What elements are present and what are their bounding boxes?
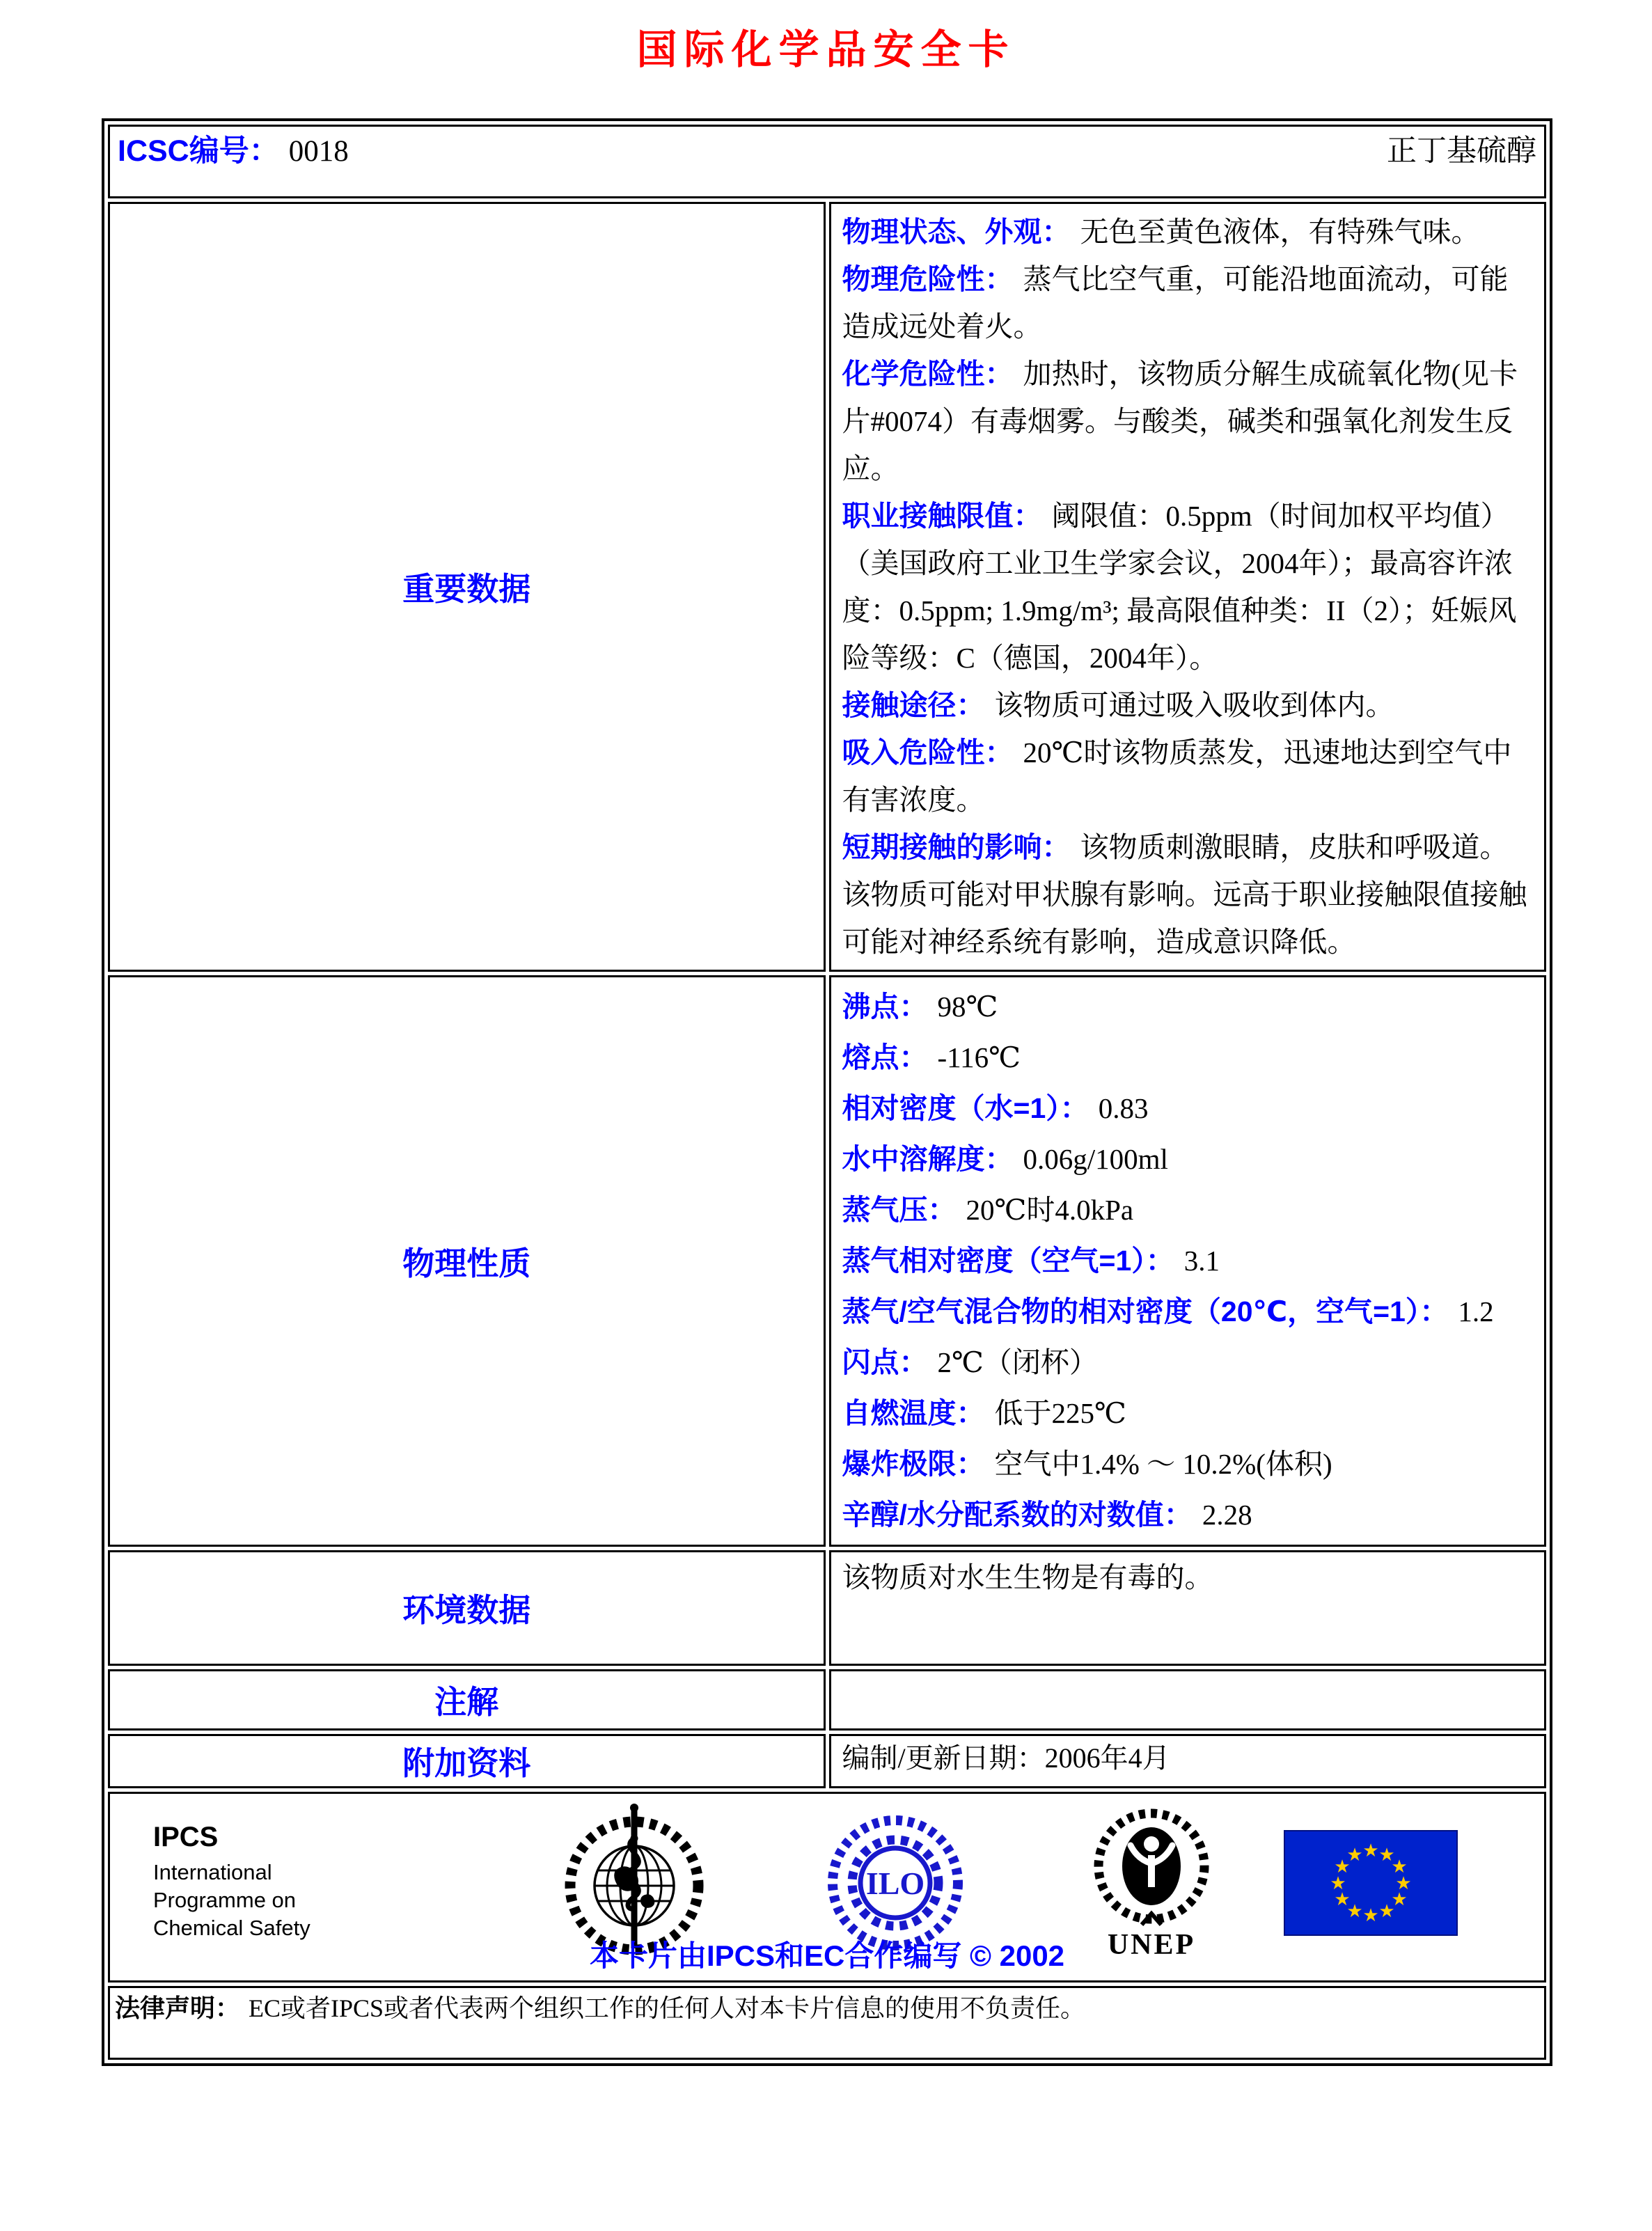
legal-text: EC或者IPCS或者代表两个组织工作的任何人对本卡片信息的使用不负责任。 xyxy=(249,1994,1086,2022)
notes-content xyxy=(829,1669,1547,1731)
legal-line xyxy=(111,1989,1543,2024)
entry-explosive-limits: 爆炸极限： 空气中1.4% ～ 10.2%(体积) xyxy=(842,1448,1332,1480)
eu-star: ★ xyxy=(1378,1901,1395,1922)
section-label-important-data: 重要数据 xyxy=(108,202,826,972)
section-label-physical-properties: 物理性质 xyxy=(108,975,826,1547)
header-row xyxy=(108,125,1546,198)
eu-star: ★ xyxy=(1346,1901,1363,1922)
entry-vapor-air-mixture-density: 蒸气/空气混合物的相对密度（20℃，空气=1）： 1.2 xyxy=(842,1295,1494,1327)
legal-row xyxy=(108,1986,1546,2060)
legal-label: 法律声明： xyxy=(115,1994,241,2022)
entry-chemical-hazard: 化学危险性： 加热时，该物质分解生成硫氧化物(见卡片#0074）有毒烟雾。与酸类，碱类和强氧化剂发生反应。 xyxy=(842,358,1518,484)
eu-star: ★ xyxy=(1391,1889,1408,1910)
entry-occupational-exposure-limits: 职业接触限值： 阈限值：0.5ppm（时间加权平均值）（美国政府工业卫生学家会议，2004年）；最高容许浓度：0.5ppm; 1.9mg/m³; 最高限值种类：II（2）；妊娠风险等级：C（德国，2004年）。 xyxy=(842,500,1517,674)
entry-water-solubility: 水中溶解度： 0.06g/100ml xyxy=(842,1143,1168,1175)
physical-properties-content xyxy=(829,975,1547,1547)
eu-star: ★ xyxy=(1362,1840,1379,1861)
eu-star: ★ xyxy=(1362,1905,1379,1926)
footer-logos-row xyxy=(108,1792,1546,1982)
entry-physical-hazard: 物理危险性： 蒸气比空气重，可能沿地面流动，可能造成远处着火。 xyxy=(842,263,1509,342)
footer-caption: 本卡片由IPCS和EC合作编写 © 2002 xyxy=(589,1939,1065,1972)
update-date-text: 编制/更新日期：2006年4月 xyxy=(842,1742,1170,1774)
chemical-name: 正丁基硫醇 xyxy=(1387,135,1536,168)
eu-star: ★ xyxy=(1395,1873,1412,1894)
eu-star: ★ xyxy=(1334,1856,1351,1877)
icsc-number-label: ICSC编号： xyxy=(118,134,279,168)
eu-flag-icon xyxy=(1284,1830,1458,1936)
entry-short-term-effects: 短期接触的影响： 该物质刺激眼睛，皮肤和呼吸道。该物质可能对甲状腺有影响。远高于职业接触限值接触可能对神经系统有影响，造成意识降低。 xyxy=(842,831,1527,958)
section-label-environmental-data: 环境数据 xyxy=(108,1550,826,1666)
important-data-content xyxy=(829,202,1547,972)
environmental-data-text: 该物质对水生生物是有毒的。 xyxy=(842,1561,1213,1593)
environmental-data-content xyxy=(829,1550,1547,1666)
unep-label: UNEP xyxy=(1107,1929,1196,1961)
entry-vapor-pressure: 蒸气压： 20℃时4.0kPa xyxy=(842,1194,1134,1226)
ilo-letters: ILO xyxy=(865,1866,925,1901)
entry-relative-density: 相对密度（水=1）： 0.83 xyxy=(842,1092,1149,1124)
entry-inhalation-risk: 吸入危险性： 20℃时该物质蒸发，迅速地达到空气中有害浓度。 xyxy=(842,736,1512,816)
unep-logo-icon xyxy=(1082,1805,1221,1930)
ipcs-line-2: Programme on xyxy=(153,1888,297,1912)
icsc-table xyxy=(102,118,1552,2066)
section-label-notes: 注解 xyxy=(108,1669,826,1731)
icsc-number-group xyxy=(118,127,349,170)
ipcs-line-1: International xyxy=(153,1860,272,1884)
entry-melting-point: 熔点： -116℃ xyxy=(842,1041,1021,1073)
entry-octanol-water-partition: 辛醇/水分配系数的对数值： 2.28 xyxy=(842,1499,1252,1531)
entry-autoignition-temperature: 自燃温度： 低于225℃ xyxy=(842,1397,1126,1429)
icsc-number-value: 0018 xyxy=(288,135,349,168)
eu-star: ★ xyxy=(1346,1845,1363,1866)
entry-flash-point: 闪点： 2℃（闭杯） xyxy=(842,1346,1098,1378)
eu-star: ★ xyxy=(1330,1873,1346,1894)
ipcs-text-block xyxy=(153,1822,310,1942)
entry-physical-state: 物理状态、外观： 无色至黄色液体，有特殊气味。 xyxy=(842,216,1480,248)
entry-exposure-routes: 接触途径： 该物质可通过吸入吸收到体内。 xyxy=(842,689,1394,721)
page-title: 国际化学品安全卡 xyxy=(636,27,1016,72)
eu-star: ★ xyxy=(1378,1845,1395,1866)
entry-boiling-point: 沸点： 98℃ xyxy=(842,991,998,1023)
entry-vapor-relative-density: 蒸气相对密度（空气=1）： 3.1 xyxy=(842,1245,1220,1277)
eu-star: ★ xyxy=(1391,1856,1408,1877)
eu-star: ★ xyxy=(1334,1889,1351,1910)
ipcs-line-3: Chemical Safety xyxy=(153,1916,310,1940)
ipcs-title: IPCS xyxy=(153,1822,219,1852)
section-label-additional-info: 附加资料 xyxy=(108,1734,826,1788)
additional-info-content xyxy=(829,1734,1547,1788)
